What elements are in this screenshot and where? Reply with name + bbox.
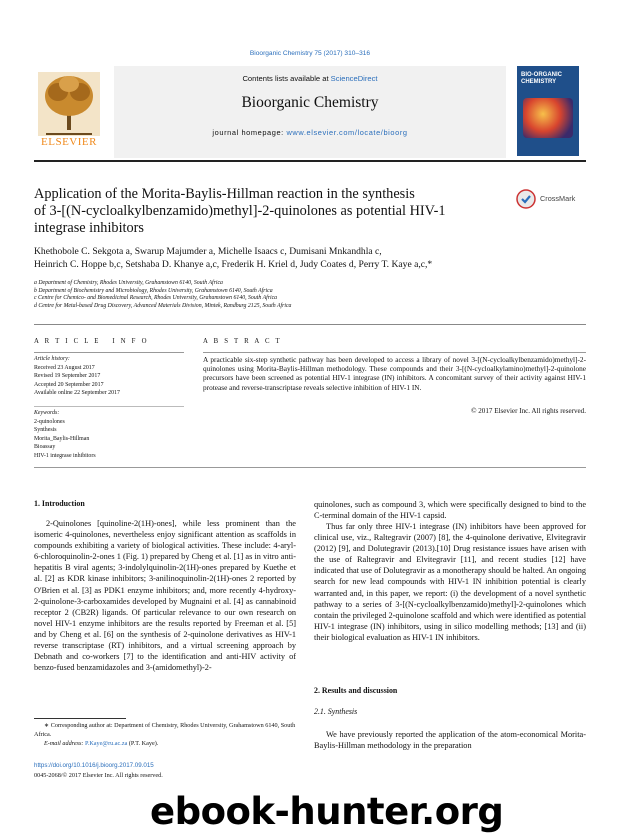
contents-available-text: Contents lists available at <box>242 74 331 83</box>
footnote-rule <box>34 718 126 719</box>
masthead <box>34 66 586 158</box>
watermark-text: ebook-hunter.org <box>150 790 504 833</box>
crossmark-icon <box>516 189 536 209</box>
section-heading-results: 2. Results and discussion <box>314 686 398 695</box>
crossmark-badge[interactable] <box>516 188 588 210</box>
crossmark-label: CrossMark <box>540 194 576 203</box>
keyword: Morita_Baylis-Hillman <box>34 435 90 442</box>
subsection-heading-synthesis: 2.1. Synthesis <box>314 707 358 716</box>
affiliation-c: c Centre for Chemico- and Biomedicinal Research, Rhodes University, Grahamstown 6140, South Africa <box>34 295 278 302</box>
masthead-center <box>114 66 506 158</box>
journal-cover-image <box>517 66 579 156</box>
article-title <box>34 186 524 237</box>
right-column-continuation: quinolones, such as compound 3, which were specifically designed to bind to the C-terminal domain of the HIV-1 capsid. <box>314 500 586 521</box>
article-history <box>34 355 184 398</box>
email-label: E-mail address: <box>44 740 86 747</box>
issn-copyright: 0045-2068/© 2017 Elsevier Inc. All rights reserved. <box>34 772 163 779</box>
abstract-heading: A B S T R A C T <box>203 338 282 345</box>
history-label: Article history: <box>34 356 70 362</box>
section-heading-introduction: 1. Introduction <box>34 499 85 508</box>
journal-citation-link[interactable]: Bioorganic Chemistry 75 (2017) 310–316 <box>249 50 371 57</box>
keyword: HIV-1 integrase inhibitors <box>34 452 96 459</box>
introduction-paragraph: 2-Quinolones [quinoline-2(1H)-ones], while less prominent than the isomeric 4-quinolones, nevertheless enjoy significant attention as scaffolds in compounds exhibiting a variety of biological activities. These include: 4-aryl-6-chloroquinolin-2-ones 1 (Fig. 1) prepared by Cheng et al. [1] as in vitro anti-hepatitis B viral agents; 3-indolylquinolin-2(1H)-ones prepared by Kuethe et al. [2] as KDR kinase inhibitors; 3-anilinoquinolin-2(1H)-ones 2 reported by O'Brien et al. [3] as PDK1 enzyme inhibitors; and, more recently 4-hydroxy-2-quinolone-3-carboxamides developed by Mugnaini et al. [4] as cannabinoid receptor 2 (CB2R) ligands. Of particular relevance to our own research on novel HIV-1 enzyme inhibitors are the results reported by Freeman et al. [5] and by Cheng et al. [6] on the synthesis of 2-quinolone derivatives as HIV-1 reverse transcriptase (RT) inhibitors, and a virtual screening approach by Debnath and co-workers [7] to the identification and anti-HIV activity of benzo-fused benzamidazoles and 3-(amidomethyl)-2- <box>34 519 296 673</box>
masthead-rule <box>34 160 586 162</box>
elsevier-logo <box>34 68 104 152</box>
affiliation-d: d Centre for Metal-based Drug Discovery, Advanced Materials Division, Mintek, Randburg 2125, South Africa <box>34 302 292 309</box>
synthesis-paragraph: We have previously reported the application of the atom-economical Morita-Baylis-Hillman methodology in the preparation <box>314 730 586 751</box>
abstract-text: A practicable six-step synthetic pathway has been developed to access a library of novel 3-[(N-cycloalkylbenzamido)methyl]-2-quinolones using Morita-Baylis-Hillman methodology. These compounds and their 3-[(N-cycloalkylamino)methyl]-2-quinolone precursors have been screened as potential HIV-1 integrase (IN) inhibitors. A concomitant survey of their activity against HIV-1 protease and reverse-transcriptase reveals selective inhibition of HIV-1 IN. <box>203 355 586 392</box>
journal-title: Bioorganic Chemistry <box>241 94 379 111</box>
cover-title: BIO-ORGANIC CHEMISTRY <box>521 72 562 85</box>
front-matter-rule <box>34 467 586 468</box>
keyword: Bioassay <box>34 444 56 451</box>
journal-homepage-link[interactable]: www.elsevier.com/locate/bioorg <box>286 128 408 137</box>
keywords-rule <box>34 406 184 407</box>
history-received: Received 23 August 2017 <box>34 364 95 371</box>
affiliations <box>34 280 586 310</box>
article-info-rule <box>34 352 184 353</box>
elsevier-tree-icon <box>34 68 104 140</box>
authors-line-2: Heinrich C. Hoppe b,c, Setshaba D. Khanye a,c, Frederik H. Kriel d, Judy Coates d, Perry T. Kaye a,c,* <box>34 259 433 270</box>
abstract-copyright: © 2017 Elsevier Inc. All rights reserved. <box>471 407 586 415</box>
affiliation-b: b Department of Biochemistry and Microbiology, Rhodes University, Grahamstown 6140, South Africa <box>34 287 273 294</box>
cover-artwork <box>523 98 573 138</box>
email-suffix: (P.T. Kaye). <box>127 740 159 747</box>
affiliation-a: a Department of Chemistry, Rhodes University, Grahamstown 6140, South Africa <box>34 280 223 286</box>
authors-line-1: Khethobole C. Sekgota a, Swarup Majumder a, Michelle Isaacs c, Dumisani Mnkandhla c, <box>34 246 382 257</box>
title-line-3: integrase inhibitors <box>34 220 144 236</box>
title-line-2: of 3-[(N-cycloalkylbenzamido)methyl]-2-quinolones as potential HIV-1 <box>34 203 446 219</box>
sciencedirect-link[interactable]: ScienceDirect <box>330 74 378 83</box>
abstract-rule <box>203 352 586 353</box>
doi-link[interactable]: https://doi.org/10.1016/j.bioorg.2017.09.015 <box>34 762 154 769</box>
history-accepted: Accepted 20 September 2017 <box>34 381 104 388</box>
elsevier-wordmark: ELSEVIER <box>41 136 97 148</box>
author-email-link[interactable]: P.Kaye@ru.ac.za <box>85 740 128 747</box>
keywords <box>34 409 184 461</box>
keywords-label: Keywords: <box>34 410 60 416</box>
history-revised: Revised 19 September 2017 <box>34 373 101 380</box>
affiliations-rule <box>34 324 586 325</box>
title-line-1: Application of the Morita-Baylis-Hillman reaction in the synthesis <box>34 186 415 202</box>
keyword: 2-quinolones <box>34 418 65 425</box>
corresponding-author-note: ∗ Corresponding author at: Department of Chemistry, Rhodes University, Grahamstown 6140, South Africa. <box>34 722 296 738</box>
keyword: Synthesis <box>34 427 57 434</box>
author-list <box>34 245 586 271</box>
right-column-paragraph: Thus far only three HIV-1 integrase (IN) inhibitors have been approved for clinical use, viz., Raltegravir (2007) [8], the 4-quinolone derivative, Elvitegravir (2012) [9], and Dolutegravir (2013).[10] Drug resistance issues have arisen with the use of Raltegravir and Elvitegravir [11], and recent studies [12] have indicated that use of Dolutegravir as a monotherapy should be halted. An ongoing search for new lead compounds with HIV-1 IN inhibition potential is clearly warranted and, in this paper, we report: (i) the development of a novel synthetic pathway to a series of 3-[(N-cycloalkylbenzamido)methyl]-2-quinolones which contain the privileged 2-quinolone scaffold and which were identified as potential HIV-1 integrase (IN) inhibitors, using in silico modelling methods; [13] and (ii) their biological evaluation as HIV-1 IN inhibitors. <box>314 522 586 642</box>
article-info-heading: A R T I C L E I N F O <box>34 338 149 345</box>
history-online: Available online 22 September 2017 <box>34 390 120 397</box>
homepage-label: journal homepage: <box>212 128 287 137</box>
